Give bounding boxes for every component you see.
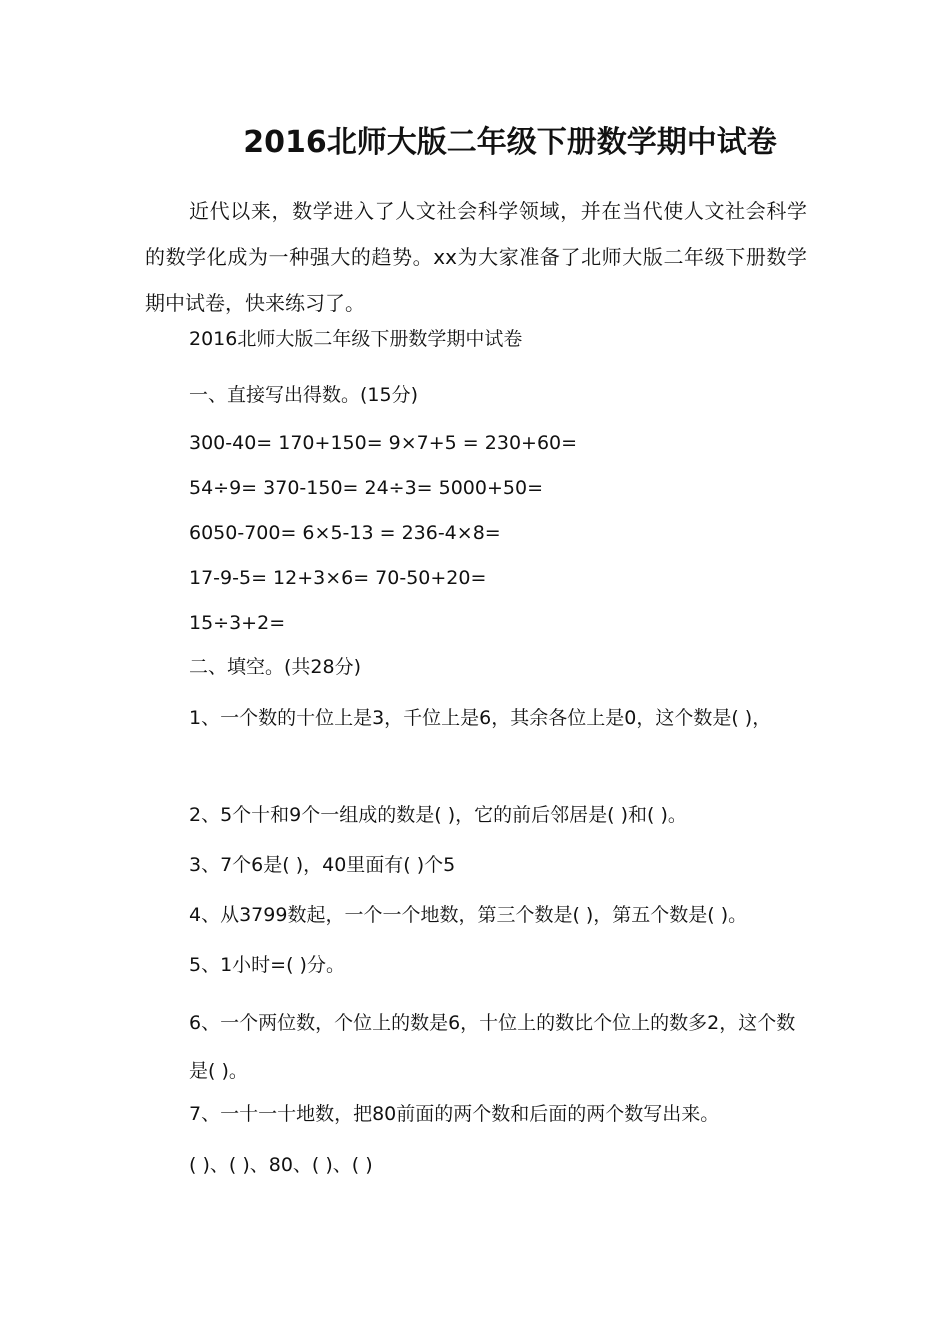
calc-row: 6050-700= 6×5-13 = 236-4×8= — [189, 522, 501, 544]
calc-row: 54÷9= 370-150= 24÷3= 5000+50= — [189, 477, 544, 499]
exam-subtitle: 2016北师大版二年级下册数学期中试卷 — [189, 328, 523, 350]
question-item: 4、从3799数起，一个一个地数，第三个数是( )，第五个数是( )。 — [189, 904, 748, 926]
document-title: 2016北师大版二年级下册数学期中试卷 — [243, 125, 777, 160]
question-item: 6、一个两位数，个位上的数是6，十位上的数比个位上的数多2，这个数是( )。 — [189, 1012, 796, 1082]
question-item: 7、一十一十地数，把80前面的两个数和后面的两个数写出来。 — [189, 1103, 720, 1125]
question-item: 5、1小时=( )分。 — [189, 954, 345, 976]
question-item: 1、一个数的十位上是3，千位上是6，其余各位上是0，这个数是( )， — [189, 707, 772, 729]
section-heading: 二、填空。(共28分) — [189, 656, 362, 678]
question-item: 3、7个6是( )，40里面有( )个5 — [189, 854, 456, 876]
calc-row: 300-40= 170+150= 9×7+5 = 230+60= — [189, 432, 578, 454]
intro-paragraph: 近代以来，数学进入了人文社会科学领域，并在当代使人文社会科学的数学化成为一种强大的趋势。xx为大家准备了北师大版二年级下册数学期中试卷，快来练习了。 — [145, 199, 807, 315]
answer-blanks: ( )、( )、80、( )、( ) — [189, 1154, 373, 1176]
section-heading: 一、直接写出得数。(15分) — [189, 384, 419, 406]
calc-row: 17-9-5= 12+3×6= 70-50+20= — [189, 567, 487, 589]
calc-row: 15÷3+2= — [189, 612, 286, 634]
question-item: 2、5个十和9个一组成的数是( )，它的前后邻居是( )和( )。 — [189, 804, 687, 826]
